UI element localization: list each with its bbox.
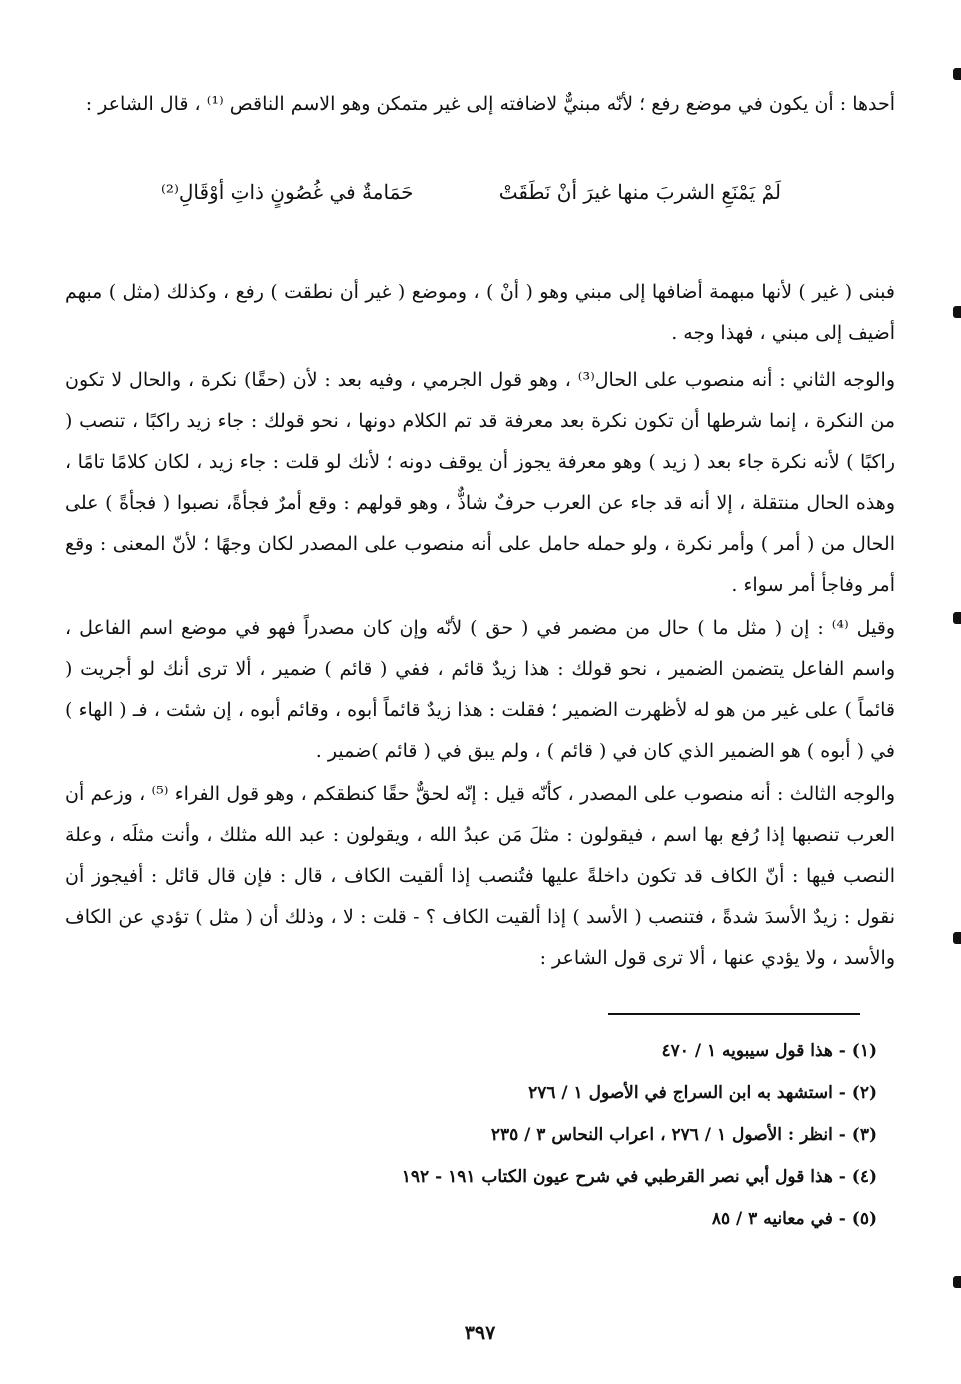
binding-hole-mark	[953, 68, 961, 80]
binding-hole-mark	[953, 306, 961, 318]
paragraph-alternative-opinion: وقيل ⁽⁴⁾ : إن ( مثل ما ) حال من مضمر في ( حق ) لأنّه وإن كان مصدراً فهو في موضع اسم الفاعل ، واسم الفاعل يتضمن الضمير ، نحو قولك : هذا زيدٌ قائم ، ففي ( قائم ) ضمير ، ألا ترى أنك لو أجريت ( قائماً ) على غير من هو له لأظهرت الضمير ؛ فقلت : هذا زيدٌ قائماً أبوه ، وقائم أبوه ، إن شئت ، فـ ( الهاء ) في ( أبوه ) هو الضمير الذي كان في ( قائم ) ، ولم يبق في ( قائم )ضمير .	[65, 617, 896, 762]
verse-first-hemistich: لَمْ يَمْنَعِ الشربَ منها غيرَ أنْ نَطَقَتْ	[498, 180, 781, 204]
footnote-item: (٢) - استشهد به ابن السراج في الأصول ١ / ٢٧٦	[528, 1083, 877, 1103]
binding-hole-mark	[953, 1276, 961, 1288]
footnote-item: (٥) - في معانيه ٣ / ٨٥	[711, 1209, 877, 1229]
footnote-item: (٣) - انظر : الأصول ١ / ٢٧٦ ، اعراب النحاس ٣ / ٢٣٥	[490, 1125, 877, 1145]
paragraph-first-aspect: أحدها : أن يكون في موضع رفع ؛ لأنّه مبنيٌّ لاضافته إلى غير متمكن وهو الاسم الناقص ⁽¹⁾ ، قال الشاعر :	[85, 93, 895, 115]
paragraph-second-aspect: والوجه الثاني : أنه منصوب على الحال⁽³⁾ ، وهو قول الجرمي ، وفيه بعد : لأن (حقًا) نكرة ، والحال لا تكون من النكرة ، إنما شرطها أن تكون نكرة بعد معرفة قد تم الكلام دونها ، نحو قولك : جاء زيد راكبًا ، تنصب ( راكبًا ) لأنه نكرة جاء بعد ( زيد ) وهو معرفة يجوز أن يوقف دونه ؛ لأنك لو قلت : جاء زيد ، لكان كلامًا تامًا ، وهذه الحال منتقلة ، إلا أنه قد جاء عن العرب حرفٌ شاذٌّ ، وهو قولهم : وقع أمرٌ فجأةً، نصبوا ( فجأةً ) على الحال من ( أمر ) وأمر نكرة ، ولو حمله حامل على أنه منصوب على المصدر لكان وجهًا ؛ لأنّ المعنى : وقع أمر وفاجأ أمر سواء .	[65, 369, 896, 596]
binding-hole-mark	[953, 932, 961, 944]
binding-hole-mark	[953, 612, 961, 624]
footnotes-list	[277, 1030, 877, 1240]
footnote-item: (١) - هذا قول سيبويه ١ / ٤٧٠	[661, 1041, 877, 1061]
page-number: ٣٩٧	[464, 1322, 496, 1344]
footnote-item: (٤) - هذا قول أبي نصر القرطبي في شرح عيون الكتاب ١٩١ - ١٩٢	[401, 1167, 877, 1187]
paragraph-explanation: فبنى ( غير ) لأنها مبهمة أضافها إلى مبني وهو ( أنْ ) ، وموضع ( غير أن نطقت ) رفع ، وكذلك (مثل ) مبهم أضيف إلى مبني ، فهذا وجه .	[65, 281, 895, 344]
footnote-divider	[608, 1013, 860, 1015]
verse-second-hemistich: حَمَامةٌ في غُصُونٍ ذاتِ أوْقَالِ⁽²⁾	[161, 180, 414, 204]
paragraph-third-aspect: والوجه الثالث : أنه منصوب على المصدر ، كأنّه قيل : إنّه لحقٌّ حقًا كنطقكم ، وهو قول الفراء ⁽⁵⁾ ، وزعم أن العرب تنصبها إذا رُفع بها اسم ، فيقولون : مثلَ مَن عبدُ الله ، ويقولون : عبد الله مثلك ، وأنت مثلَه ، وعلة النصب فيها : أنّ الكاف قد تكون داخلةً عليها فتُنصب إذا ألقيت الكاف ، قال : فإن قال قائل : أفيجوز أن نقول : زيدٌ الأسدَ شدةً ، فتنصب ( الأسد ) إذا ألقيت الكاف ؟ - قلت : لا ، وذلك أن ( مثل ) تؤدي عن الكاف والأسد ، ولا يؤدي عنها ، ألا ترى قول الشاعر :	[65, 783, 896, 969]
poetry-verse	[161, 172, 781, 212]
